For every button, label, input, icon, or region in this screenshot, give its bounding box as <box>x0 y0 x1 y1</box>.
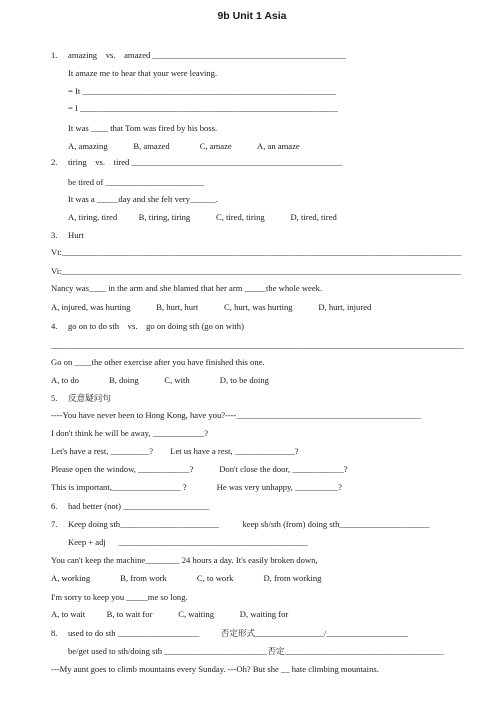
worksheet-line <box>51 573 321 584</box>
line-text: A, tiring, tired B, tiring, tiring C, tired, tiring D, tired, tired <box>68 212 337 222</box>
line-text: You can't keep the machine________ 24 hours a day. It's easily broken down, <box>51 555 318 565</box>
line-text: It was ____ that Tom was fired by his boss. <box>68 123 218 133</box>
question-line <box>51 519 430 530</box>
line-text: had better (not) ____________________ <box>68 501 210 511</box>
worksheet-line <box>68 123 217 134</box>
worksheet-line <box>51 410 421 421</box>
line-text: ---My aunt goes to climb mountains every Sunday. ---Oh? But she __ hate climbing mountains. <box>51 664 379 674</box>
line-text: Let's have a rest, _________? Let us have a rest, ______________? <box>51 446 299 456</box>
worksheet-line <box>68 212 337 223</box>
line-text: A, working B, from work C, to work D, from working <box>51 573 322 583</box>
line-text: Go on ____the other exercise after you have finished this one. <box>51 357 265 367</box>
line-text: = It ___________________________________________________________ <box>68 86 336 96</box>
worksheet-line <box>68 141 300 152</box>
line-text: used to do sth ___________________ 否定形式________________/___________________ <box>68 628 408 638</box>
line-text: I don't think he will be away, ____________? <box>51 428 209 438</box>
worksheet-line <box>51 266 461 277</box>
line-text: Keep doing sth_______________________ keep sb/sth (from) doing sth_____________________ <box>68 519 430 529</box>
worksheet-line <box>68 194 218 205</box>
worksheet-line <box>68 68 217 79</box>
worksheet-line <box>51 609 288 620</box>
worksheet-line <box>68 537 308 548</box>
question-number: 3. <box>51 230 58 240</box>
worksheet-line <box>68 646 444 657</box>
question-number: 1. <box>51 50 58 60</box>
question-line <box>51 157 342 168</box>
worksheet-line <box>51 592 188 603</box>
worksheet-line <box>68 177 204 188</box>
line-text: be/get used to sth/doing sth ________________________否定_____________________________________ <box>68 646 444 656</box>
line-text: Vi:_____________________________________________________________________________________________ <box>51 266 462 276</box>
line-text: A, amazing B, amazed C, amaze A, an amaze <box>68 141 300 151</box>
question-line <box>51 393 111 404</box>
line-text: A, to do B, doing C, with D, to be doing <box>51 375 269 385</box>
page-title: 9b Unit 1 Asia <box>217 10 287 22</box>
line-text: go on to do sth vs. go on doing sth (go on with) <box>68 321 244 331</box>
worksheet-line <box>51 247 462 258</box>
worksheet-line <box>51 428 208 439</box>
line-text: It amaze me to hear that your were leaving. <box>68 68 218 78</box>
worksheet-line <box>68 103 338 114</box>
worksheet-line <box>51 446 299 457</box>
worksheet-line <box>51 555 318 566</box>
question-number: 6. <box>51 501 58 511</box>
worksheet-line <box>51 375 269 386</box>
line-text: It was a _____day and she felt very______. <box>68 194 218 204</box>
line-text: ________________________________________________________________________________________________ <box>51 340 464 350</box>
line-text: amazing vs. amazed _____________________________________________ <box>68 50 346 60</box>
question-number: 8. <box>51 628 58 638</box>
question-line <box>51 628 408 639</box>
line-text: This is important,________________ ? He was very unhappy, __________? <box>51 482 342 492</box>
worksheet-line <box>51 664 379 675</box>
worksheet-line <box>51 340 464 351</box>
line-text: Hurt <box>68 230 84 240</box>
question-line <box>51 501 209 512</box>
line-text: tiring vs. tired _________________________________________________ <box>68 157 343 167</box>
question-number: 7. <box>51 519 58 529</box>
line-text: Keep + adj ____________________________________________ <box>68 537 308 547</box>
question-line <box>51 230 84 241</box>
line-text: A, injured, was hurting B, hurt, hurt C, hurt, was hurting D, hurt, injured <box>51 302 372 312</box>
worksheet-line <box>51 482 342 493</box>
worksheet-line <box>51 357 265 368</box>
worksheet-line <box>68 86 336 97</box>
line-text: Nancy was____ in the arm and she blamed that her arm _____the whole week. <box>51 283 323 293</box>
line-text: Vt:_____________________________________________________________________________________________ <box>51 247 462 257</box>
worksheet-line <box>51 283 322 294</box>
worksheet-line <box>51 464 348 475</box>
question-number: 2. <box>51 157 58 167</box>
line-text: Please open the window, ____________? Don't close the door, ____________? <box>51 464 348 474</box>
question-line <box>51 50 346 61</box>
question-line <box>51 321 244 332</box>
question-number: 5. <box>51 393 58 403</box>
line-text: be tired of _______________________ <box>68 177 205 187</box>
question-number: 4. <box>51 321 58 331</box>
line-text: = I ____________________________________________________________ <box>68 103 338 113</box>
line-text: 反意疑问句 <box>68 393 111 403</box>
line-text: A, to wait B, to wait for C, waiting D, waiting for <box>51 609 289 619</box>
worksheet-line <box>51 302 371 313</box>
line-text: I'm sorry to keep you _____me so long. <box>51 592 188 602</box>
line-text: ----You have never been to Hong Kong, have you?----___________________________________________ <box>51 410 422 420</box>
